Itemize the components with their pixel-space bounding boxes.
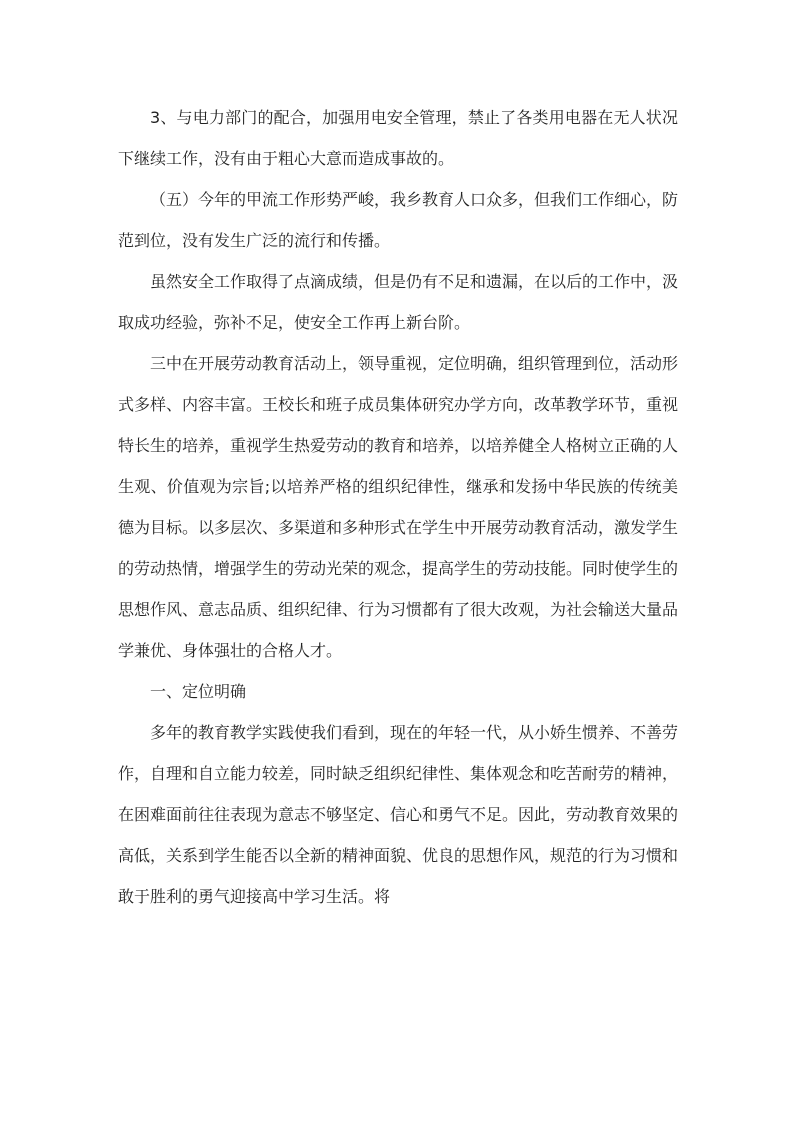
paragraph-flu-prevention: （五）今年的甲流工作形势严峻，我乡教育人口众多，但我们工作细心，防范到位，没有发生广泛的流行和传播。 — [118, 190, 679, 250]
paragraph-teaching-practice: 多年的教育教学实践使我们看到，现在的年轻一代，从小娇生惯养、不善劳作，自理和自立能力较差，同时缺乏组织纪律性、集体观念和吃苦耐劳的精神，在困难面前往往表现为意志不够坚定、信心和勇气不足。因此，劳动教育效果的高低，关系到学生能否以全新的精神面貌、优良的思想作风，规范的行为习惯和敢于胜利的勇气迎接高中学习生活。将 — [118, 723, 679, 906]
paragraph-safety-summary: 虽然安全工作取得了点滴成绩，但是仍有不足和遗漏，在以后的工作中，汲取成功经验，弥补不足，使安全工作再上新台阶。 — [118, 272, 679, 332]
section-heading-positioning: 一、定位明确 — [150, 682, 247, 701]
paragraph-labor-education: 三中在开展劳动教育活动上，领导重视，定位明确，组织管理到位，活动形式多样、内容丰富。王校长和班子成员集体研究办学方向，改革教学环节，重视特长生的培养，重视学生热爱劳动的教育和培养，以培养健全人格树立正确的人生观、价值观为宗旨;以培养严格的组织纪律性，继承和发扬中华民族的传统美德为目标。以多层次、多渠道和多种形式在学生中开展劳动教育活动，激发学生的劳动热情，增强学生的劳动光荣的观念，提高学生的劳动技能。同时使学生的思想作风、意志品质、组织纪律、行为习惯都有了很大改观，为社会输送大量品学兼优、身体强壮的合格人才。 — [118, 354, 679, 660]
paragraph-electric-safety: 3、与电力部门的配合，加强用电安全管理，禁止了各类用电器在无人状况下继续工作，没有由于粗心大意而造成事故的。 — [118, 108, 678, 168]
document-body — [118, 97, 678, 917]
